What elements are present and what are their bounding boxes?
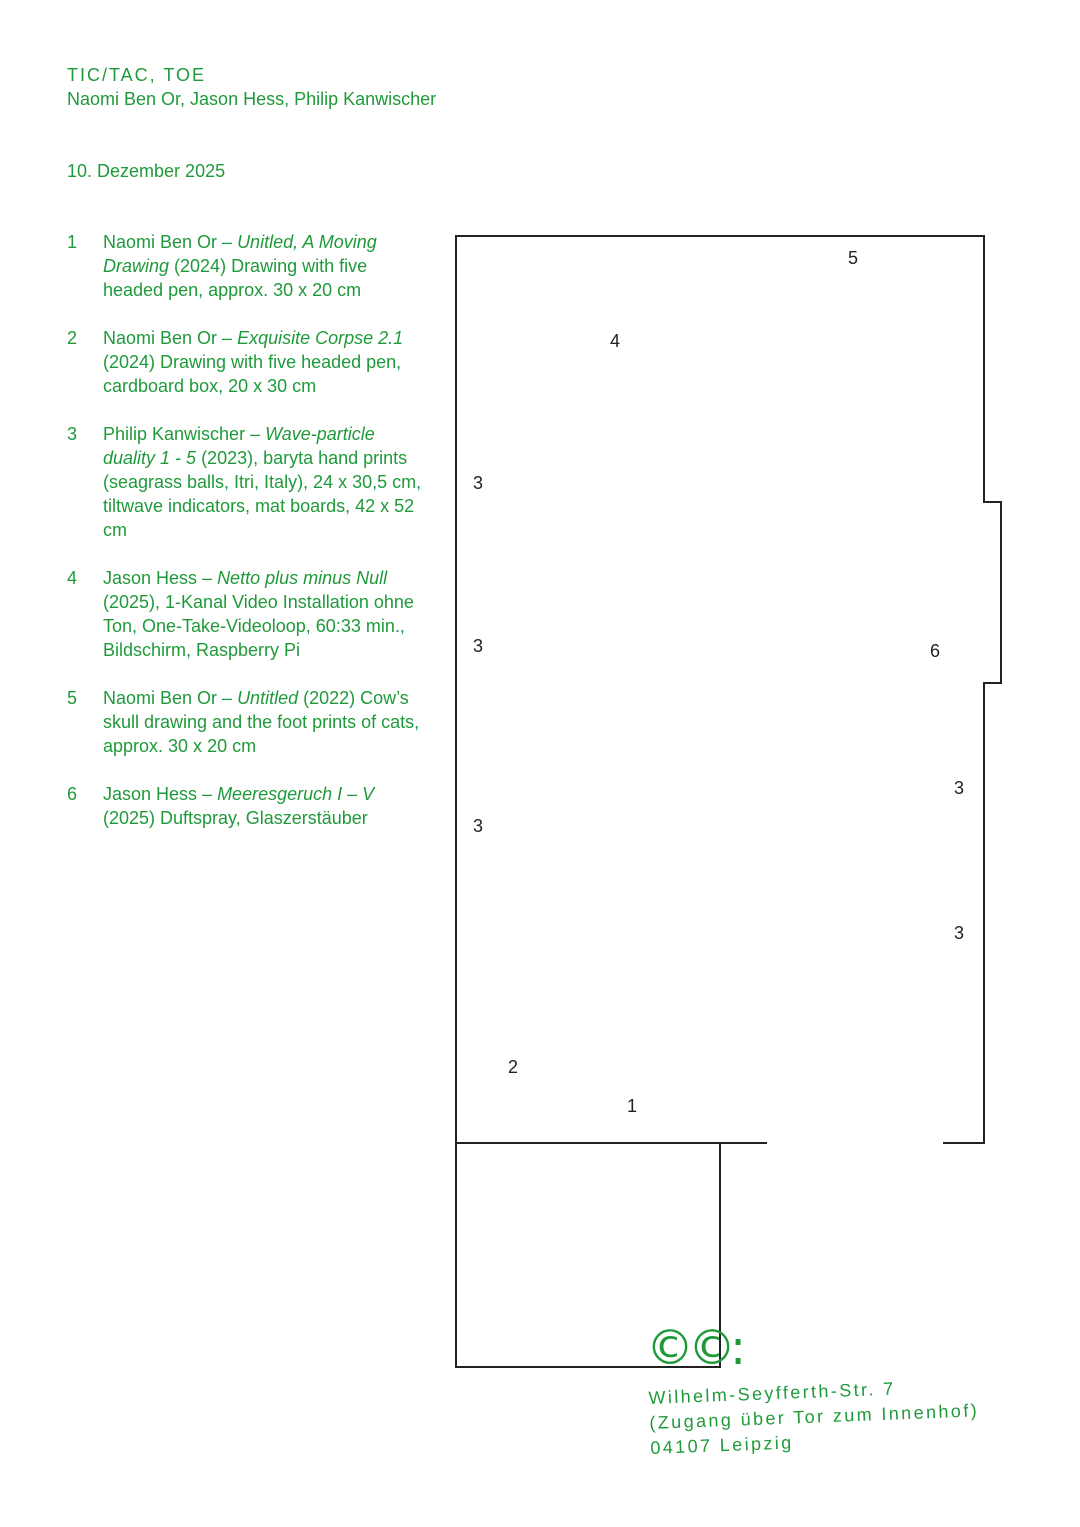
work-details: (2023), baryta hand prints (seagrass balls, Itri, Italy), 24 x 30,5 cm, tiltwave indicators, mat boards, 42 x 52 cm (103, 448, 422, 540)
work-artist: Philip Kanwischer – (103, 424, 266, 444)
work-title: Exquisite Corpse 2.1 (237, 328, 404, 348)
work-title: Untitled (237, 688, 299, 708)
work-details: (2022) Cow’s skull drawing and the foot prints of cats, approx. 30 x 20 cm (103, 688, 420, 756)
work-artist: Naomi Ben Or – (103, 232, 238, 252)
plan-label-5: 5 (848, 248, 859, 268)
plan-label-3: 3 (954, 778, 965, 798)
work-number: 1 (67, 232, 78, 252)
plan-label-3: 3 (473, 636, 484, 656)
address-access-note: (Zugang über Tor zum Innenhof) (649, 1400, 980, 1433)
plan-label-3: 3 (954, 923, 965, 943)
artist-names: Naomi Ben Or, Jason Hess, Philip Kanwischer (67, 89, 437, 109)
floor-plan-main-wall (456, 236, 1001, 1143)
exhibition-date: 10. Dezember 2025 (67, 161, 226, 181)
work-artist: Jason Hess – (103, 784, 218, 804)
venue-address (648, 1373, 980, 1461)
address-street: Wilhelm-Seyfferth-Str. 7 (648, 1378, 896, 1408)
plan-label-6: 6 (930, 641, 941, 661)
plan-label-2: 2 (508, 1057, 519, 1077)
work-artist: Naomi Ben Or – (103, 688, 238, 708)
work-details: (2024) Drawing with five headed pen, approx. 30 x 20 cm (103, 256, 368, 300)
plan-label-1: 1 (627, 1096, 638, 1116)
plan-label-4: 4 (610, 331, 621, 351)
exhibition-title: TIC/TAC, TOE (67, 65, 207, 85)
work-title: Wave-particle duality 1 - 5 (103, 424, 375, 468)
work-details: (2025), 1-Kanal Video Installation ohne Ton, One-Take-Videoloop, 60:33 min., Bildschirm, Raspberry Pi (103, 592, 414, 660)
work-title: Unitled, A Moving Drawing (103, 232, 377, 276)
work-artist: Jason Hess – (103, 568, 218, 588)
work-number: 3 (67, 424, 78, 444)
work-title: Meeresgeruch I – V (217, 784, 375, 804)
work-number: 6 (67, 784, 78, 804)
address-city: 04107 Leipzig (649, 1432, 794, 1458)
work-title: Netto plus minus Null (217, 568, 388, 588)
plan-label-3: 3 (473, 473, 484, 493)
work-artist: Naomi Ben Or – (103, 328, 238, 348)
work-details: (2024) Drawing with five headed pen, cardboard box, 20 x 30 cm (103, 352, 402, 396)
work-number: 2 (67, 328, 78, 348)
work-number: 5 (67, 688, 78, 708)
venue-logo: ©©: (646, 1320, 741, 1376)
plan-label-3: 3 (473, 816, 484, 836)
work-details: (2025) Duftspray, Glaszerstäuber (103, 808, 368, 828)
work-number: 4 (67, 568, 78, 588)
